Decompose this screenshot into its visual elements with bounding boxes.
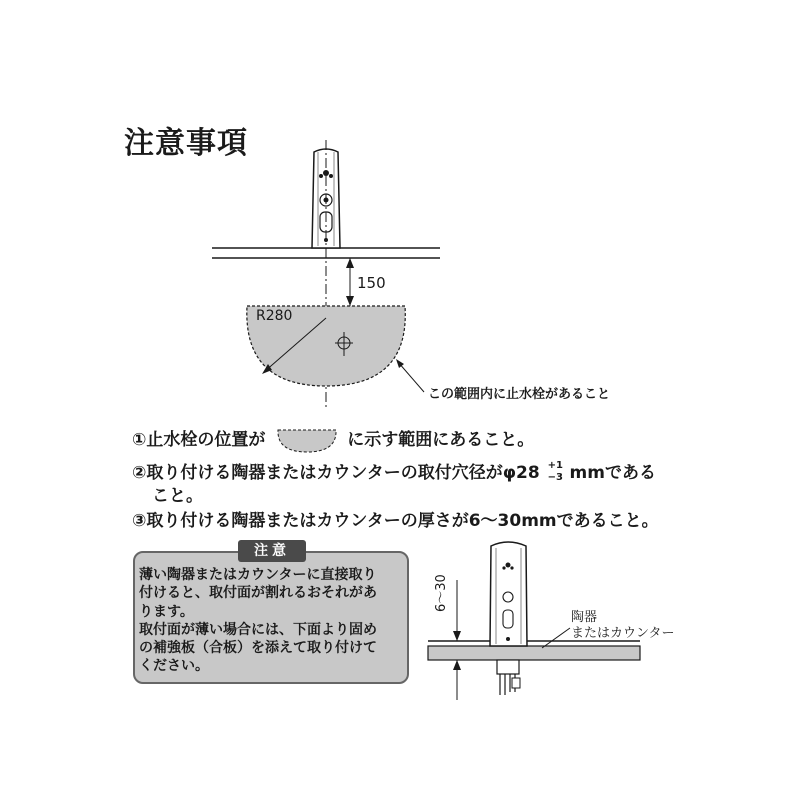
range-note-leader	[398, 362, 424, 392]
r280-label: R280	[256, 308, 293, 324]
warning-body: 薄い陶器またはカウンターに直接取り 付けると、取付面が割れるおそれがあ ります。 取付面が薄い場合には、下面より固め の補強板（合板）を添えて取り付けて ください。	[139, 567, 377, 675]
note-1-prefix: ①止水栓の位置が	[132, 430, 266, 450]
note-3: ③取り付ける陶器またはカウンターの厚さが6〜30mmであること。	[132, 511, 659, 531]
counter-slab	[428, 646, 640, 660]
counter-label-leader	[542, 628, 570, 648]
counter-label-2: またはカウンター	[571, 626, 675, 641]
note-2	[132, 462, 656, 484]
dimension-150	[346, 258, 354, 306]
dimension-6-30	[453, 580, 461, 700]
faucet-side-icon	[490, 542, 527, 695]
tolerance-minus: −3	[547, 472, 563, 483]
counter-label-1: 陶器	[571, 610, 598, 625]
page-title: 注意事項	[124, 126, 248, 161]
range-note-label: この範囲内に止水栓があること	[428, 387, 611, 402]
note-1	[132, 429, 534, 451]
dimension-6-30-label: 6〜30	[434, 574, 449, 612]
note-2-suffix: mmである	[569, 463, 656, 483]
warning-heading: 注意	[238, 540, 306, 562]
tolerance-plus: +1	[547, 460, 563, 471]
note-1-suffix: に示す範囲にあること。	[347, 430, 535, 450]
note-2-line-2: こと。	[152, 486, 203, 506]
tolerance	[546, 460, 564, 483]
note-2-prefix: ②取り付ける陶器またはカウンターの取付穴径がφ28	[132, 463, 540, 483]
dimension-150-label: 150	[357, 274, 386, 292]
